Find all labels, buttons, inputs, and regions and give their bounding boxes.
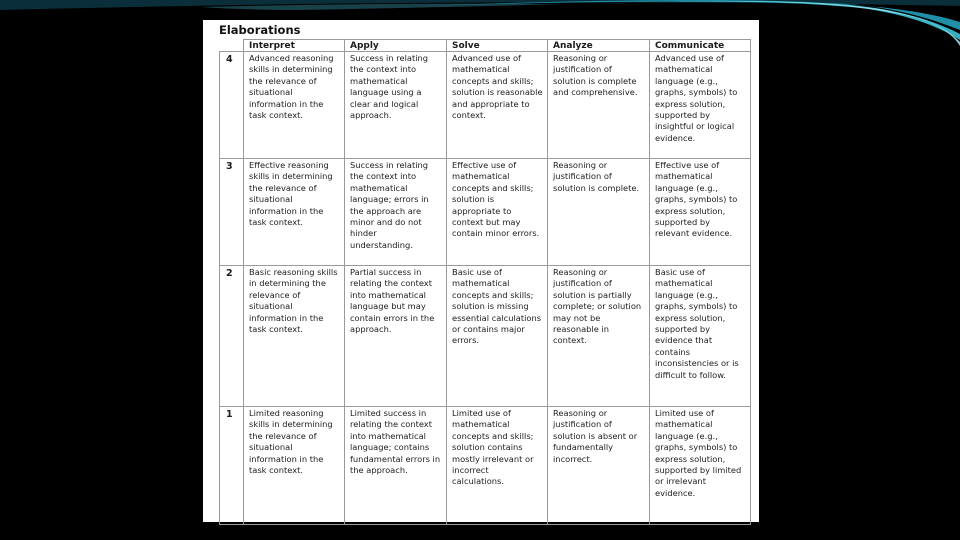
column-header-interpret: Interpret [244, 40, 345, 52]
table-cell: Reasoning or justification of solution is partially complete; or solution may not be reasonable in context. [548, 266, 650, 407]
table-row [220, 159, 751, 266]
column-header-apply: Apply [345, 40, 447, 52]
table-cell: Reasoning or justification of solution is complete. [548, 159, 650, 266]
score-cell: 2 [220, 266, 244, 407]
table-cell: Advanced use of mathematical language (e.g., graphs, symbols) to express solution, supported by insightful or logical evidence. [650, 52, 751, 159]
score-cell: 3 [220, 159, 244, 266]
table-cell: Reasoning or justification of solution is complete and comprehensive. [548, 52, 650, 159]
table-cell: Basic use of mathematical concepts and skills; solution is missing essential calculations or contains major errors. [447, 266, 548, 407]
table-row [220, 407, 751, 525]
table-cell: Basic use of mathematical language (e.g., graphs, symbols) to express solution, supported by evidence that contains inconsistencies or is difficult to follow. [650, 266, 751, 407]
table-cell: Limited reasoning skills in determining the relevance of situational information in the task context. [244, 407, 345, 525]
score-cell: 1 [220, 407, 244, 525]
table-row [220, 266, 751, 407]
rubric-document [203, 20, 759, 522]
table-cell: Effective use of mathematical language (e.g., graphs, symbols) to express solution, supported by relevant evidence. [650, 159, 751, 266]
table-cell: Effective use of mathematical concepts and skills; solution is appropriate to context but may contain minor errors. [447, 159, 548, 266]
table-cell: Success in relating the context into mathematical language using a clear and logical approach. [345, 52, 447, 159]
column-header-solve: Solve [447, 40, 548, 52]
column-header-communicate: Communicate [650, 40, 751, 52]
table-cell: Limited success in relating the context into mathematical language; contains fundamental errors in the approach. [345, 407, 447, 525]
corner-cell [220, 40, 244, 52]
table-cell: Reasoning or justification of solution is absent or fundamentally incorrect. [548, 407, 650, 525]
document-title: Elaborations [219, 23, 301, 37]
table-row [220, 52, 751, 159]
column-header-analyze: Analyze [548, 40, 650, 52]
table-cell: Advanced use of mathematical concepts and skills; solution is reasonable and appropriate to context. [447, 52, 548, 159]
header-row [220, 40, 751, 52]
table-cell: Basic reasoning skills in determining the relevance of situational information in the task context. [244, 266, 345, 407]
table-cell: Partial success in relating the context into mathematical language but may contain errors in the approach. [345, 266, 447, 407]
table-cell: Limited use of mathematical language (e.g., graphs, symbols) to express solution, supported by limited or irrelevant evidence. [650, 407, 751, 525]
rubric-table [219, 39, 751, 525]
table-cell: Advanced reasoning skills in determining the relevance of situational information in the task context. [244, 52, 345, 159]
score-cell: 4 [220, 52, 244, 159]
table-cell: Success in relating the context into mathematical language; errors in the approach are minor and do not hinder understanding. [345, 159, 447, 266]
table-cell: Effective reasoning skills in determining the relevance of situational information in the task context. [244, 159, 345, 266]
table-cell: Limited use of mathematical concepts and skills; solution contains mostly irrelevant or incorrect calculations. [447, 407, 548, 525]
